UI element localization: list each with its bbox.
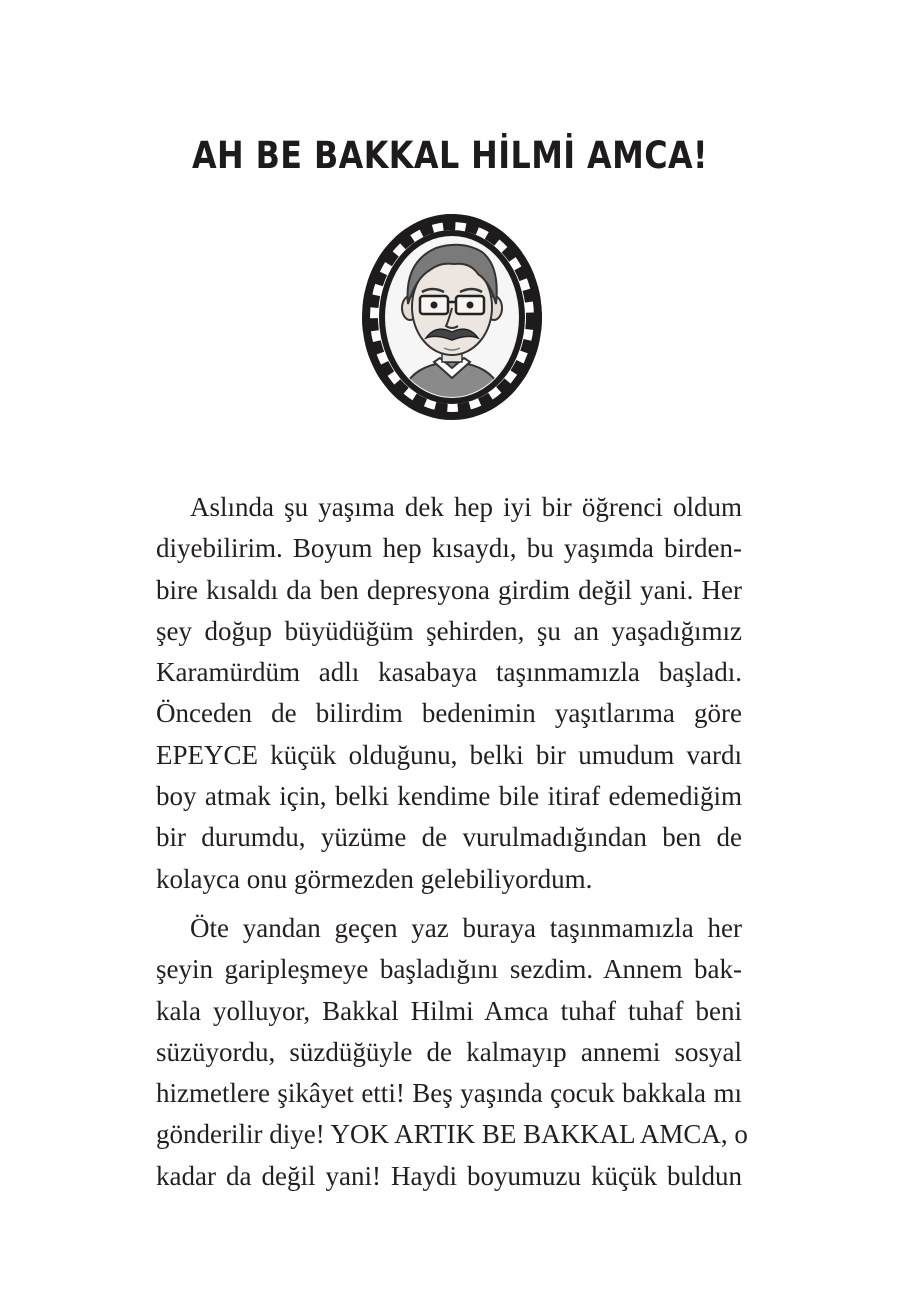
- text-line: diyebilirim. Boyum hep kısaydı, bu yaşımda birden-: [156, 533, 742, 564]
- text-line: bir durumdu, yüzüme de vurulmadığından ben de: [156, 822, 742, 853]
- text-line: kolayca onu görmezden gelebiliyordum.: [156, 863, 593, 894]
- paragraph-2: [156, 908, 748, 1197]
- text-line: kadar da değil yani! Haydi boyumuzu küçük buldun: [156, 1160, 742, 1191]
- text-line: Aslında şu yaşıma dek hep iyi bir öğrenci oldum: [190, 492, 742, 522]
- text-line: Karamürdüm adlı kasabaya taşınmamızla başladı.: [156, 657, 742, 688]
- text-line: EPEYCE küçük olduğunu, belki bir umudum vardı: [156, 739, 742, 770]
- text-line: hizmetlere şikâyet etti! Beş yaşında çocuk bakkala mı: [156, 1078, 742, 1109]
- portrait-icon: [360, 212, 544, 422]
- body-text: [156, 487, 748, 1205]
- text-line: şey doğup büyüdüğüm şehirden, şu an yaşadığımız: [156, 615, 742, 646]
- text-line: gönderilir diye! YOK ARTIK BE BAKKAL AMCA, o: [156, 1119, 748, 1150]
- chapter-title: AH BE BAKKAL HİLMİ AMCA!: [191, 134, 708, 177]
- text-line: şeyin garipleşmeye başladığını sezdim. Annem bak-: [156, 954, 742, 985]
- text-line: boy atmak için, belki kendime bile itiraf edemediğim: [156, 781, 742, 812]
- text-line: Öte yandan geçen yaz buraya taşınmamızla her: [190, 912, 742, 943]
- text-line: bire kısaldı da ben depresyona girdim değil yani. Her: [156, 574, 742, 605]
- text-line: kala yolluyor, Bakkal Hilmi Amca tuhaf tuhaf beni: [156, 995, 742, 1026]
- text-line: Önceden de bilirdim bedenimin yaşıtlarıma göre: [156, 698, 742, 729]
- text-line: süzüyordu, süzdüğüyle de kalmayıp annemi sosyal: [156, 1036, 742, 1067]
- paragraph-1: [156, 487, 742, 900]
